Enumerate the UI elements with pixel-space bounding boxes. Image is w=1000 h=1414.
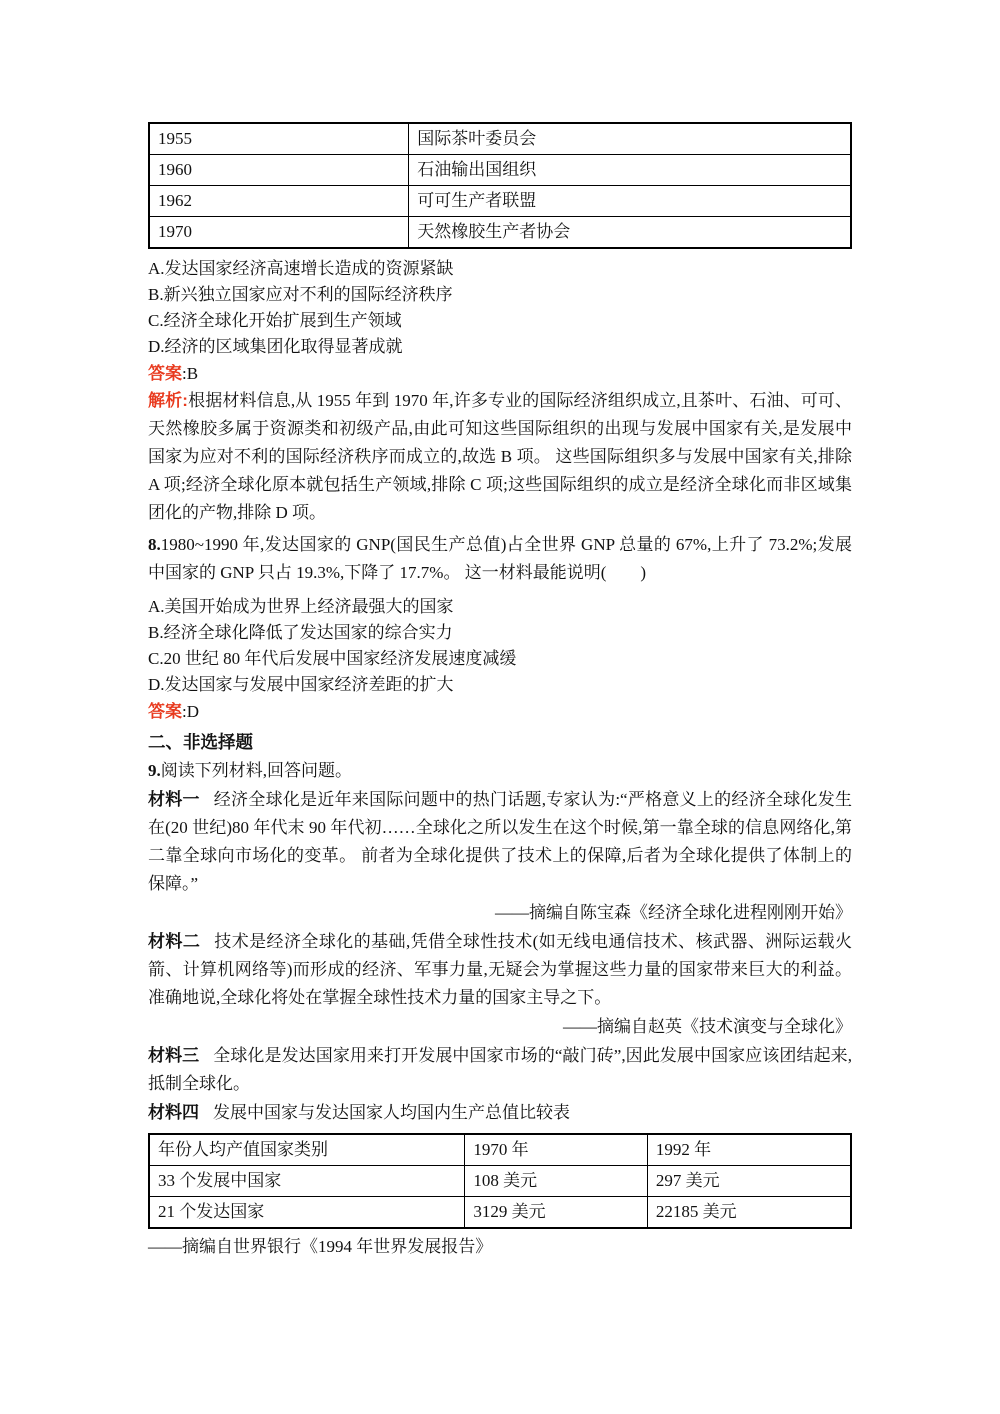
- option-c: C.20 世纪 80 年代后发展中国家经济发展速度减缓: [148, 649, 517, 668]
- table-row: [149, 186, 851, 217]
- document-page: [148, 122, 852, 1261]
- year-cell: 1960: [149, 155, 409, 186]
- material-2-text: 技术是经济全球化的基础,凭借全球性技术(如无线电通信技术、核武器、洲际运载火箭、计算机网络等)而形成的经济、军事力量,无疑会为掌握这些力量的国家带来巨大的利益。 准确地说,全球化将处在掌握全球性技术力量的国家主导之下。: [148, 932, 852, 1007]
- gdp-comparison-table: [148, 1133, 852, 1229]
- organization-cell: 石油输出国组织: [409, 155, 851, 186]
- country-group-cell: 21 个发达国家: [149, 1197, 465, 1229]
- organization-cell: 天然橡胶生产者协会: [409, 217, 851, 249]
- material-1: [148, 786, 852, 898]
- question9-text: 阅读下列材料,回答问题。: [160, 761, 352, 780]
- material-4-label: 材料四: [148, 1103, 199, 1122]
- value-1992-cell: 297 美元: [647, 1166, 851, 1197]
- option-b: B.经济全球化降低了发达国家的综合实力: [148, 623, 453, 642]
- option-d: D.发达国家与发展中国家经济差距的扩大: [148, 675, 454, 694]
- table-row: [149, 217, 851, 249]
- year-cell: 1962: [149, 186, 409, 217]
- material-1-citation: ——摘编自陈宝森《经济全球化进程刚刚开始》: [495, 903, 852, 922]
- material-1-label: 材料一: [148, 790, 200, 809]
- table-row: [149, 1197, 851, 1229]
- material-2-citation: ——摘编自赵英《技术演变与全球化》: [563, 1017, 852, 1036]
- header-1992: 1992 年: [647, 1134, 851, 1166]
- value-1970-cell: 108 美元: [465, 1166, 648, 1197]
- question7-analysis: [148, 387, 852, 527]
- organization-cell: 国际茶叶委员会: [409, 123, 851, 155]
- answer-label: 答案: [148, 364, 182, 383]
- option-b: B.新兴独立国家应对不利的国际经济秩序: [148, 285, 453, 304]
- answer-value: :D: [182, 702, 199, 721]
- question8-number: 8.: [148, 535, 161, 554]
- table-row: [149, 123, 851, 155]
- table-citation: ——摘编自世界银行《1994 年世界发展报告》: [148, 1237, 493, 1256]
- option-c: C.经济全球化开始扩展到生产领域: [148, 311, 402, 330]
- analysis-text: 根据材料信息,从 1955 年到 1970 年,许多专业的国际经济组织成立,且茶叶、石油、可可、天然橡胶多属于资源类和初级产品,由此可知这些国际组织的出现与发展中国家有关,是发展中国家为应对不利的国际经济秩序而成立的,故选 B 项。 这些国际组织多与发展中国家有关,排除 A 项;经济全球化原本就包括生产领域,排除 C 项;这些国际组织的成立是经济全球化而非区域集团化的产物,排除 D 项。: [148, 391, 852, 522]
- question7-options: [148, 256, 852, 360]
- question8-answer: [148, 698, 852, 725]
- table-header-row: [149, 1134, 851, 1166]
- question9-intro: [148, 757, 852, 785]
- value-1970-cell: 3129 美元: [465, 1197, 648, 1229]
- header-1970: 1970 年: [465, 1134, 648, 1166]
- analysis-label: 解析:: [148, 391, 188, 410]
- year-cell: 1955: [149, 123, 409, 155]
- year-cell: 1970: [149, 217, 409, 249]
- question9-number: 9.: [148, 761, 161, 780]
- option-a: A.发达国家经济高速增长造成的资源紧缺: [148, 259, 454, 278]
- question7-answer: [148, 360, 852, 387]
- organizations-table: [148, 122, 852, 249]
- answer-value: :B: [182, 364, 199, 383]
- material-1-text: 经济全球化是近年来国际问题中的热门话题,专家认为:“严格意义上的经济全球化发生在(20 世纪)80 年代末 90 年代初……全球化之所以发生在这个时候,第一靠全球的信息网络化,第二靠全球向市场化的变革。 前者为全球化提供了技术上的保障,后者为全球化提供了体制上的保障。”: [148, 790, 852, 893]
- table-row: [149, 155, 851, 186]
- material-2: [148, 928, 852, 1012]
- material-4: [148, 1099, 852, 1127]
- answer-label: 答案: [148, 702, 182, 721]
- option-a: A.美国开始成为世界上经济最强大的国家: [148, 597, 454, 616]
- question8-options: [148, 594, 852, 698]
- material-3: [148, 1042, 852, 1098]
- value-1992-cell: 22185 美元: [647, 1197, 851, 1229]
- country-group-cell: 33 个发展中国家: [149, 1166, 465, 1197]
- table-row: [149, 1166, 851, 1197]
- organization-cell: 可可生产者联盟: [409, 186, 851, 217]
- section2-heading: 二、非选择题: [148, 732, 253, 752]
- question8-text: 1980~1990 年,发达国家的 GNP(国民生产总值)占全世界 GNP 总量的 67%,上升了 73.2%;发展中国家的 GNP 只占 19.3%,下降了 17.7%。 这一材料最能说明( ): [148, 535, 852, 582]
- material-2-label: 材料二: [148, 932, 201, 951]
- question8-stem: [148, 531, 852, 587]
- material-3-label: 材料三: [148, 1046, 200, 1065]
- option-d: D.经济的区域集团化取得显著成就: [148, 337, 403, 356]
- material-4-text: 发展中国家与发达国家人均国内生产总值比较表: [213, 1103, 570, 1122]
- header-category: 年份人均产值国家类别: [149, 1134, 465, 1166]
- material-3-text: 全球化是发达国家用来打开发展中国家市场的“敲门砖”,因此发展中国家应该团结起来,抵制全球化。: [148, 1046, 852, 1093]
